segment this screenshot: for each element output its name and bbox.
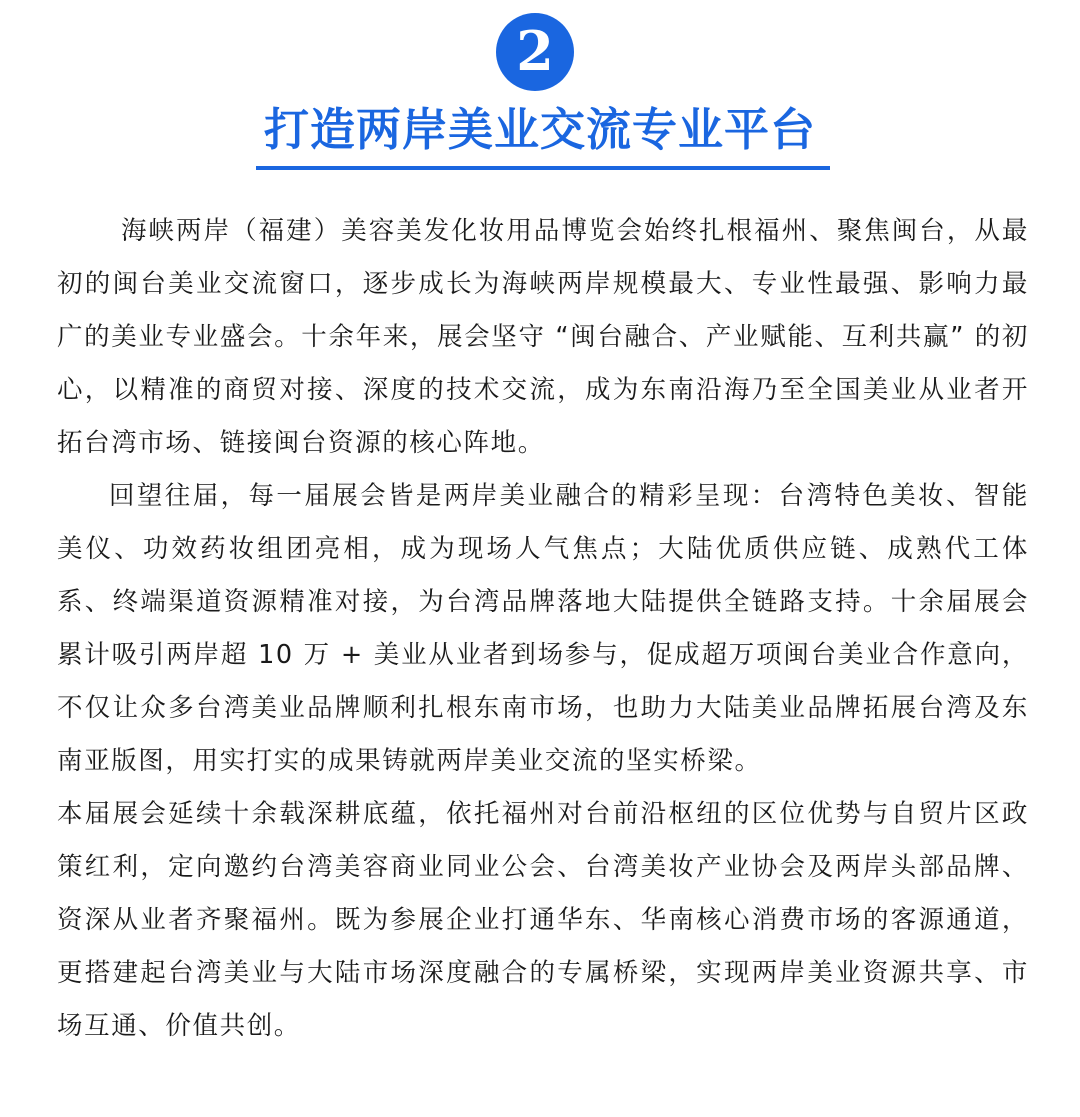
section-title: 打造两岸美业交流专业平台 [263, 103, 816, 156]
article-body [57, 205, 1029, 1053]
title-underline [256, 166, 830, 170]
paragraph-review: 回望往届，每一届展会皆是两岸美业融合的精彩呈现：台湾特色美妆、智能美仪、功效药妆组团亮相，成为现场人气焦点；大陆优质供应链、成熟代工体系、终端渠道资源精准对接，为台湾品牌落地大陆提供全链路支持。十余届展会累计吸引两岸超 10 万 + 美业从业者到场参与，促成超万项闽台美业合作意向，不仅让众多台湾美业品牌顺利扎根东南市场，也助力大陆美业品牌拓展台湾及东南亚版图，用实打实的成果铸就两岸美业交流的坚实桥梁。 [57, 481, 1029, 776]
section-number-badge [496, 13, 574, 91]
paragraph-intro: 海峡两岸（福建）美容美发化妆用品博览会始终扎根福州、聚焦闽台，从最初的闽台美业交流窗口，逐步成长为海峡两岸规模最大、专业性最强、影响力最广的美业专业盛会。十余年来，展会坚守 “闽台融合、产业赋能、互利共赢” 的初心，以精准的商贸对接、深度的技术交流，成为东南沿海乃至全国美业从业者开拓台湾市场、链接闽台资源的核心阵地。 [57, 216, 1029, 458]
section-number: 2 [516, 19, 554, 83]
paragraph-current: 本届展会延续十余载深耕底蕴，依托福州对台前沿枢纽的区位优势与自贸片区政策红利，定向邀约台湾美容商业同业公会、台湾美妆产业协会及两岸头部品牌、资深从业者齐聚福州。既为参展企业打通华东、华南核心消费市场的客源通道，更搭建起台湾美业与大陆市场深度融合的专属桥梁，实现两岸美业资源共享、市场互通、价值共创。 [57, 799, 1029, 1041]
